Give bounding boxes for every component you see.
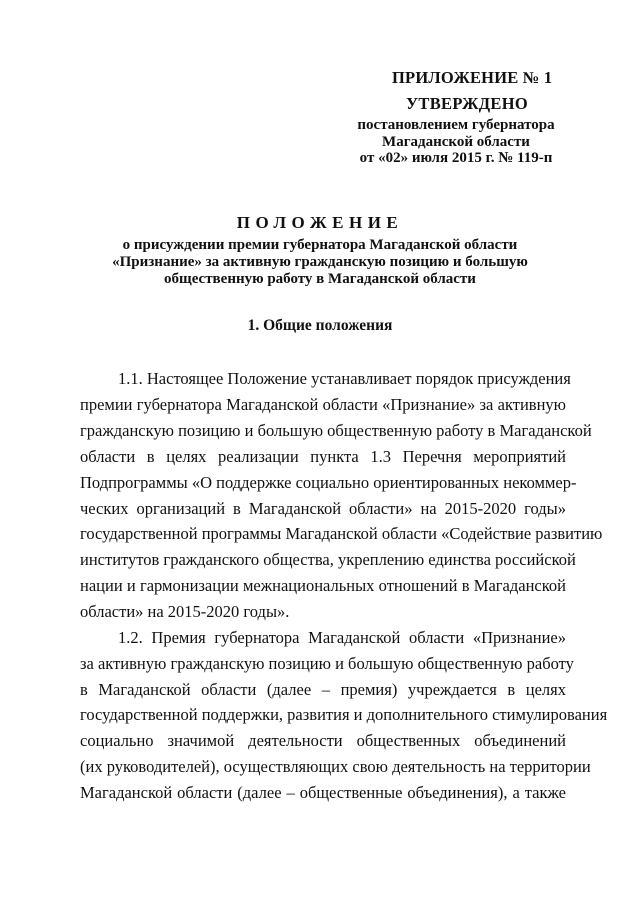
text-line: государственной поддержки, развития и дополнительного стимулирования <box>80 705 608 724</box>
text-line: нации и гармонизации межнациональных отношений в Магаданской <box>80 576 566 595</box>
text-line: (их руководителей), осуществляющих свою деятельность на территории <box>80 757 591 776</box>
subtitle-line-1: о присуждении премии губернатора Магаданской области <box>122 237 518 253</box>
decree-line-3: от «02» июля 2015 г. № 119-п <box>359 150 553 166</box>
text-line: гражданскую позицию и большую общественную работу в Магаданской <box>80 421 592 440</box>
text-line: ческих организаций в Магаданской области» на 2015-2020 годы» <box>80 499 566 518</box>
text-line: области в целях реализации пункта 1.3 Перечня мероприятий <box>80 447 566 466</box>
text-line: Подпрограммы «О поддержке социально ориентированных некоммер- <box>80 473 577 492</box>
decree-reference <box>340 117 572 167</box>
decree-line-2: Магаданской области <box>382 133 530 150</box>
text-line: области» на 2015-2020 годы». <box>80 602 290 621</box>
approved-label: УТВЕРЖДЕНО <box>406 94 528 113</box>
text-line: институтов гражданского общества, укреплению единства российской <box>80 550 576 569</box>
text-line: премии губернатора Магаданской области «Признание» за активную <box>80 395 566 414</box>
decree-line-1: постановлением губернатора <box>357 117 555 133</box>
subtitle-line-3: общественную работу в Магаданской области <box>164 271 476 287</box>
text-line: Магаданской области (далее – общественные объединения), а также <box>80 783 566 802</box>
document-title: ПОЛОЖЕНИЕ <box>236 213 404 232</box>
text-line: социально значимой деятельности общественных объединений <box>80 731 566 750</box>
text-line: за активную гражданскую позицию и большую общественную работу <box>80 654 574 673</box>
text-line: 1.2. Премия губернатора Магаданской области «Признание» <box>118 628 566 647</box>
text-line: 1.1. Настоящее Положение устанавливает порядок присуждения <box>118 369 571 388</box>
appendix-label: ПРИЛОЖЕНИЕ № 1 <box>392 68 553 87</box>
subtitle-line-2: «Признание» за активную гражданскую позицию и большую <box>112 254 528 270</box>
text-line: государственной программы Магаданской области «Содействие развитию <box>80 524 603 543</box>
section-heading: 1. Общие положения <box>247 317 393 334</box>
document-subtitle <box>80 237 560 288</box>
text-line: в Магаданской области (далее – премия) учреждается в целях <box>80 680 566 699</box>
